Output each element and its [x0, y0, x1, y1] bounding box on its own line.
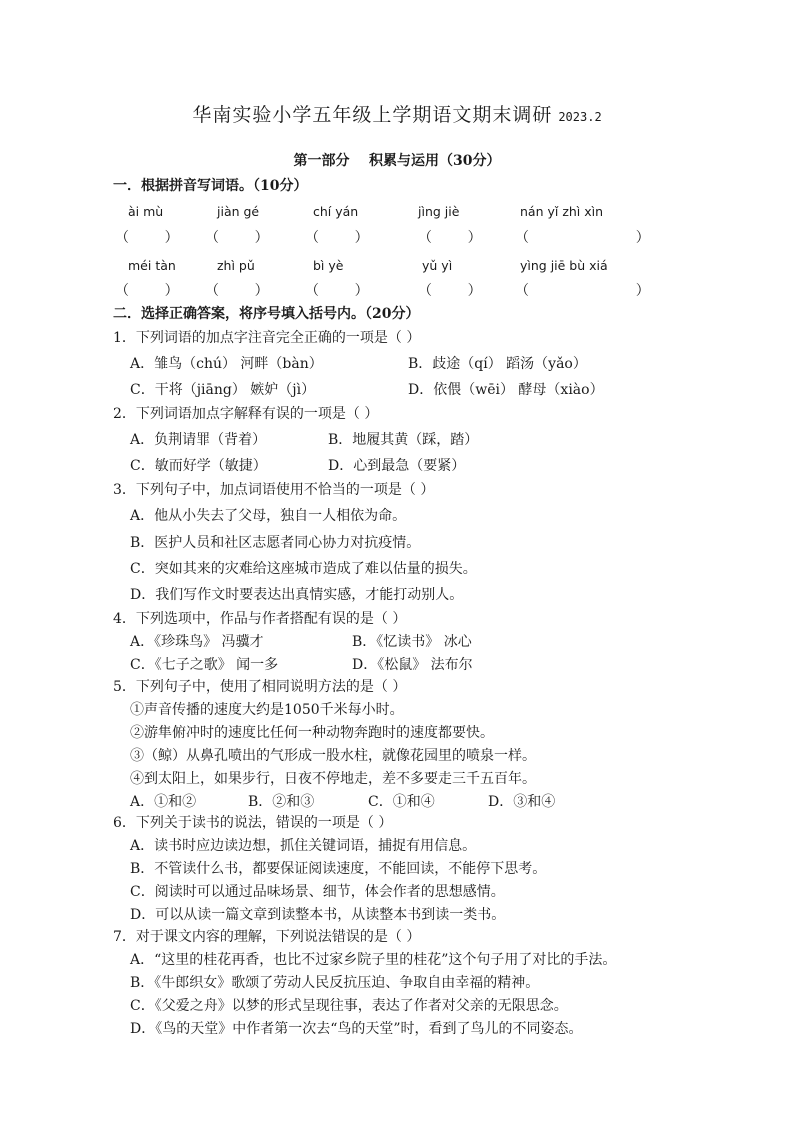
- q7-stem: 7．对于课文内容的理解，下列说法错误的是（ ）: [113, 929, 421, 945]
- q5-sentence-3: ③（鲸）从鼻孔喷出的气形成一股水柱，就像花园里的喷泉一样。: [130, 748, 536, 764]
- pinyin-2-1: méi tàn: [128, 258, 176, 273]
- q5-option-d[interactable]: D．③和④: [488, 794, 556, 810]
- q7-option-d[interactable]: D．《鸟的天堂》中作者第一次去“鸟的天堂”时，看到了鸟儿的不同姿态。: [130, 1021, 583, 1037]
- q4-option-c[interactable]: C．《七子之歌》 闻一多: [130, 657, 279, 673]
- title-year: 2023.2: [558, 110, 602, 124]
- q4-stem: 4．下列选项中，作品与作者搭配有误的是（ ）: [113, 611, 407, 627]
- q1-option-b[interactable]: B．歧途（qí） 蹈汤（yǎo）: [408, 356, 587, 372]
- pinyin-1-4: jìng jiè: [418, 204, 460, 219]
- title-text: 华南实验小学五年级上学期语文期末调研: [192, 104, 553, 126]
- q3-stem: 3．下列句子中，加点词语使用不恰当的一项是（ ）: [113, 482, 435, 498]
- pinyin-2-2: zhì pǔ: [217, 258, 255, 273]
- answer-blank-1-4[interactable]: （ ）: [418, 230, 482, 246]
- q2-option-b[interactable]: B．地履其黄（踩，踏）: [328, 432, 479, 448]
- answer-blank-2-1[interactable]: （ ）: [115, 283, 179, 299]
- pinyin-2-5: yìng jiē bù xiá: [520, 258, 608, 273]
- q6-option-c[interactable]: C．阅读时可以通过品味场景、细节，体会作者的思想感情。: [130, 884, 505, 900]
- answer-blank-1-3[interactable]: （ ）: [305, 230, 369, 246]
- answer-blank-1-5[interactable]: （ ）: [515, 230, 650, 246]
- section1-heading: 一．根据拼音写词语。（10分）: [113, 178, 308, 194]
- q5-option-c[interactable]: C．①和④: [368, 794, 435, 810]
- q5-sentence-4: ④到太阳上，如果步行，日夜不停地走，差不多要走三千五百年。: [130, 771, 536, 787]
- pinyin-1-5: nán yǐ zhì xìn: [520, 204, 604, 219]
- q6-option-a[interactable]: A．读书时应边读边想，抓住关键词语，捕捉有用信息。: [130, 838, 477, 854]
- q4-option-a[interactable]: A．《珍珠鸟》 冯骥才: [130, 634, 264, 650]
- q5-option-a[interactable]: A．①和②: [130, 794, 197, 810]
- answer-blank-2-2[interactable]: （ ）: [205, 283, 269, 299]
- q1-option-d[interactable]: D．依偎（wēi） 酵母（xiào）: [408, 382, 604, 398]
- q2-stem: 2．下列词语加点字解释有误的一项是（ ）: [113, 406, 379, 422]
- q4-option-d[interactable]: D．《松鼠》 法布尔: [352, 657, 473, 673]
- q6-option-d[interactable]: D．可以从读一篇文章到读整本书，从读整本书到读一类书。: [130, 907, 506, 923]
- page-title: [0, 100, 794, 127]
- q5-option-b[interactable]: B．②和③: [248, 794, 315, 810]
- q1-option-a[interactable]: A．雏鸟（chú） 河畔（bàn）: [130, 356, 323, 372]
- q6-option-b[interactable]: B．不管读什么书，都要保证阅读速度，不能回读，不能停下思考。: [130, 861, 547, 877]
- q5-stem: 5．下列句子中，使用了相同说明方法的是（ ）: [113, 679, 407, 695]
- answer-blank-1-2[interactable]: （ ）: [205, 230, 269, 246]
- q7-option-c[interactable]: C．《父爱之舟》以梦的形式呈现往事，表达了作者对父亲的无限思念。: [130, 998, 568, 1014]
- answer-blank-2-3[interactable]: （ ）: [305, 283, 369, 299]
- q7-option-a[interactable]: A．“这里的桂花再香，也比不过家乡院子里的桂花”这个句子用了对比的手法。: [130, 952, 617, 968]
- q6-stem: 6．下列关于读书的说法，错误的一项是（ ）: [113, 815, 393, 831]
- q1-option-c[interactable]: C．干将（jiāng） 嫉妒（jì）: [130, 382, 316, 398]
- q4-option-b[interactable]: B．《忆读书》 冰心: [352, 634, 472, 650]
- q1-stem: 1．下列词语的加点字注音完全正确的一项是（ ）: [113, 330, 421, 346]
- q5-sentence-2: ②游隼俯冲时的速度比任何一种动物奔跑时的速度都要快。: [130, 725, 494, 741]
- q2-option-c[interactable]: C．敏而好学（敏捷）: [130, 458, 267, 474]
- q2-option-d[interactable]: D．心到最急（要紧）: [328, 458, 466, 474]
- q5-sentence-1: ①声音传播的速度大约是1050千米每小时。: [130, 702, 404, 718]
- q7-option-b[interactable]: B．《牛郎织女》歌颂了劳动人民反抗压迫、争取自由幸福的精神。: [130, 975, 540, 991]
- q3-option-a[interactable]: A．他从小失去了父母，独自一人相依为命。: [130, 508, 407, 524]
- q2-option-a[interactable]: A．负荆请罪（背着）: [130, 432, 267, 448]
- pinyin-1-1: ài mù: [128, 204, 164, 219]
- q3-option-d[interactable]: D．我们写作文时要表达出真情实感，才能打动别人。: [130, 587, 464, 603]
- part-heading: 第一部分 积累与运用（30分）: [293, 153, 501, 169]
- pinyin-1-3: chí yán: [313, 204, 359, 219]
- answer-blank-2-4[interactable]: （ ）: [418, 283, 482, 299]
- pinyin-2-3: bì yè: [313, 258, 344, 273]
- pinyin-2-4: yǔ yì: [422, 258, 453, 273]
- q3-option-b[interactable]: B．医护人员和社区志愿者同心协力对抗疫情。: [130, 535, 421, 551]
- pinyin-1-2: jiàn gé: [217, 204, 260, 219]
- answer-blank-2-5[interactable]: （ ）: [515, 283, 650, 299]
- section2-heading: 二．选择正确答案，将序号填入括号内。（20分）: [113, 306, 420, 322]
- q3-option-c[interactable]: C．突如其来的灾难给这座城市造成了难以估量的损失。: [130, 561, 477, 577]
- answer-blank-1-1[interactable]: （ ）: [115, 230, 179, 246]
